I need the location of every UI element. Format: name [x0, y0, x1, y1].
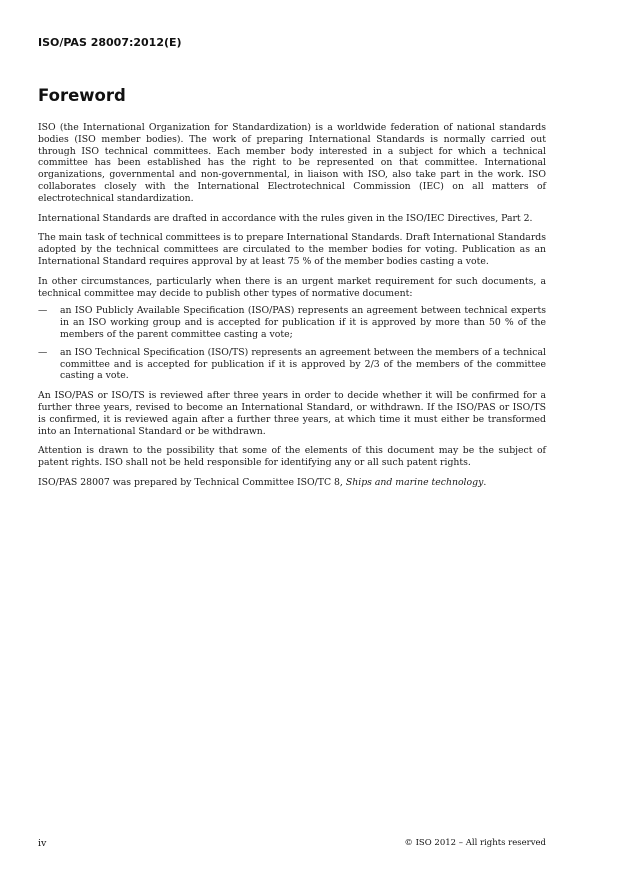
paragraph-iso-intro: ISO (the International Organization for Standardization) is a worldwide federation of national standards bodies (ISO member bodies). The work of preparing International Standards is normally carried out through ISO technical committees. Each member body interested in a subject for which a technical committee has been established has the right to be represented on that committee. International organizations, governmental and non-governmental, in liaison with ISO, also take part in the work. ISO collaborates closely with the International Electrotechnical Commission (IEC) on all matters of electrotechnical standardization.: [38, 122, 546, 204]
foreword-body: [38, 122, 546, 497]
dash-marker: —: [38, 305, 48, 317]
page-number: iv: [38, 838, 47, 849]
list-item: [38, 347, 546, 382]
dash-marker: —: [38, 346, 48, 358]
prepared-by-end: .: [483, 476, 487, 488]
paragraph-drafting-rules: International Standards are drafted in accordance with the rules given in the ISO/IEC Directives, Part 2.: [38, 212, 533, 224]
paragraph-other-circumstances: In other circumstances, particularly when there is an urgent market requirement for such documents, a technical committee may decide to publish other types of normative document:: [38, 275, 546, 299]
paragraph-committee-task: The main task of technical committees is to prepare International Standards. Draft International Standards adopted by the technical committees are circulated to the member bodies for voting. Publication as an International Standard requires approval by at least 75 % of the member bodies casting a vote.: [38, 232, 546, 267]
paragraph-patent-rights: Attention is drawn to the possibility that some of the elements of this document may be the subject of patent rights. ISO shall not be held responsible for identifying any or all such patent rights.: [38, 445, 546, 469]
committee-title: Ships and marine technology: [345, 476, 484, 488]
list-item: [38, 305, 546, 340]
list-item-text: an ISO Publicly Available Specification (ISO/PAS) represents an agreement between technical experts in an ISO working group and is accepted for publication if it is approved by more than 50 % of the members of the parent committee casting a vote;: [60, 305, 546, 340]
copyright-notice: © ISO 2012 – All rights reserved: [404, 838, 546, 848]
paragraph-review-cycle: An ISO/PAS or ISO/TS is reviewed after three years in order to decide whether it will be confirmed for a further three years, revised to become an International Standard, or withdrawn. If the ISO/PAS or ISO/TS is confirmed, it is reviewed again after a further three years, at which time it must either be transformed into an International Standard or be withdrawn.: [38, 390, 546, 437]
paragraph-prepared-by: [38, 477, 546, 489]
list-item-text: an ISO Technical Specification (ISO/TS) represents an agreement between the members of a technical committee and is accepted for publication if it is approved by 2/3 of the members of the committee casting a vote.: [60, 346, 546, 382]
prepared-by-text: ISO/PAS 28007 was prepared by Technical Committee ISO/TC 8,: [38, 476, 346, 488]
page-title: Foreword: [38, 86, 126, 105]
document-reference: ISO/PAS 28007:2012(E): [38, 36, 182, 49]
